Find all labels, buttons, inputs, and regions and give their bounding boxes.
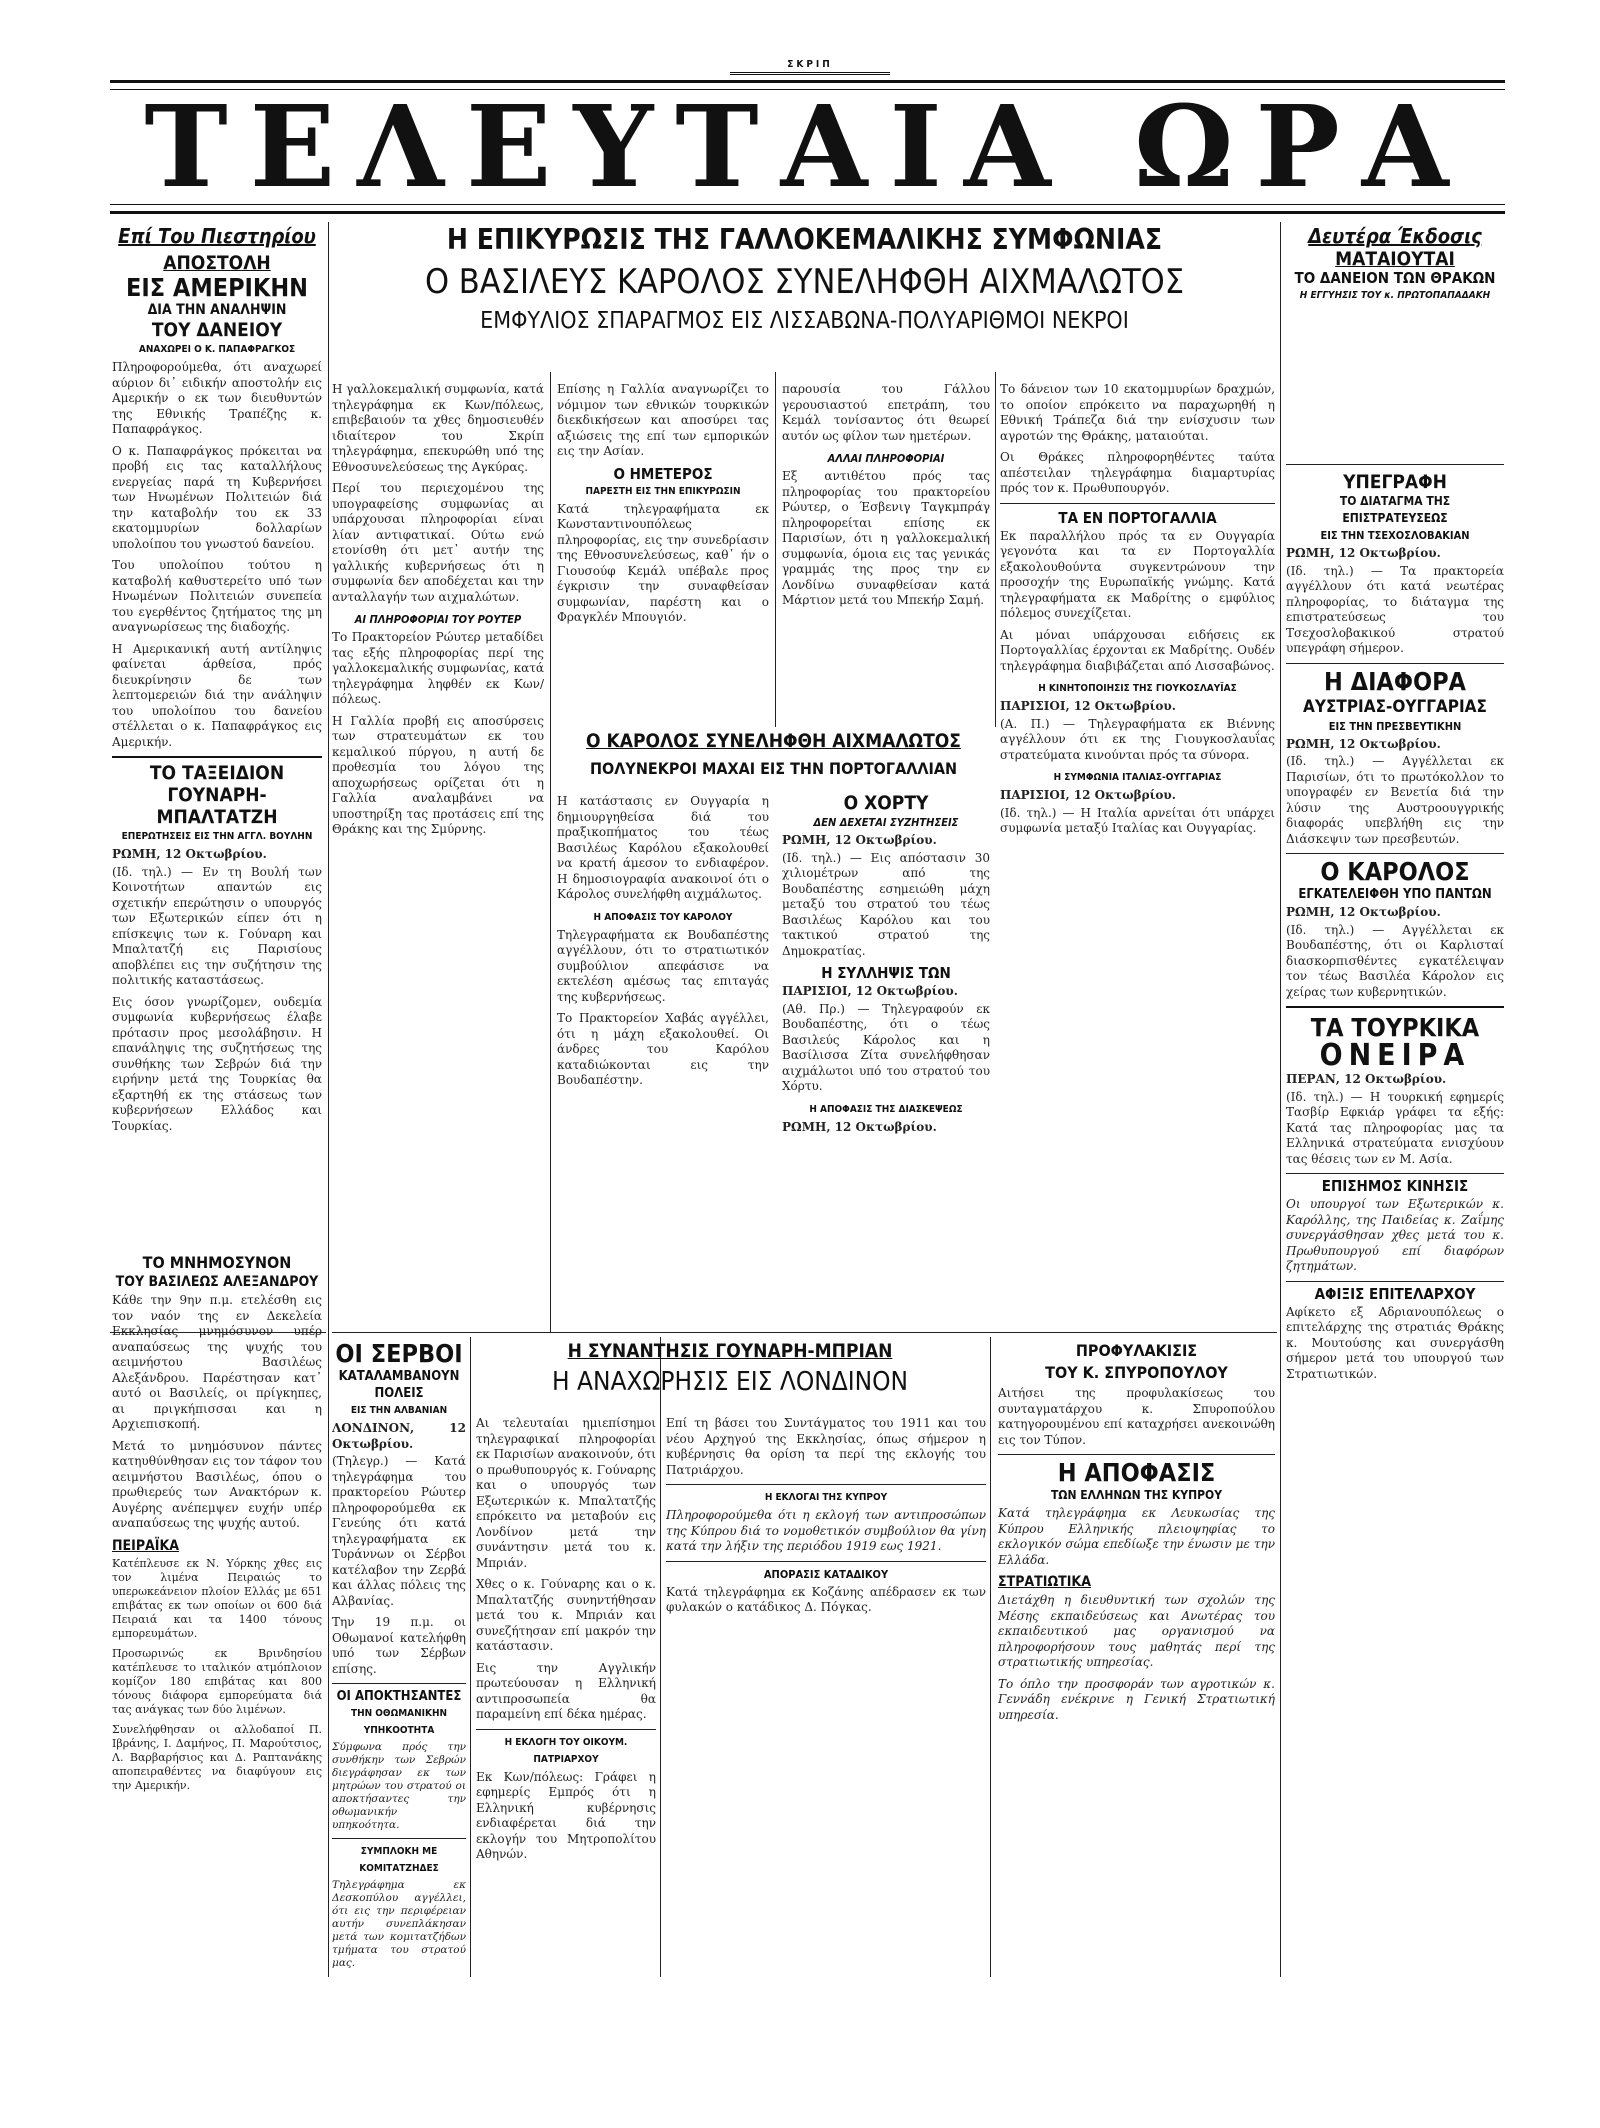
article-subhead: ΤΩΝ ΕΛΛΗΝΩΝ ΤΗΣ ΚΥΠΡΟΥ	[1050, 1488, 1223, 1502]
article-paragraph: Εξ αντιθέτου πρός τας πληροφορίας του πρακτορείου Ρώυτερ, ο Έσβενιγ Ταγκμπράγ πληροφορείται επίσης εκ Παρισίων, ότι η γαλλοκεμαλική συμφωνία, όμοια εις τας γενικάς γραμμάς της προς την εν Λονδίνω συναφθείσαν κατά Μάρτιον μετά του Μπεκήρ Σαμή.	[782, 469, 990, 607]
col6-headline: ΜΑΤΑΙΟΥΤΑΙ	[1335, 248, 1455, 270]
col1-dateline	[112, 847, 322, 863]
article-headline: ΟΙ ΣΕΡΒΟΙ	[335, 1340, 463, 1368]
column-rule	[550, 372, 551, 1332]
col6-headline: ΑΦΙΞΙΣ ΕΠΙΤΕΛΑΡΧΟΥ	[1286, 1281, 1504, 1303]
col6-subhead: ΑΥΣΤΡΙΑΣ-ΟΥΓΓΑΡΙΑΣ	[1303, 696, 1487, 717]
article-paragraph: Κατά τηλεγράφημα εκ Κοζάνης απέδρασεν εκ των φυλακών ο κατάδικος Δ. Πόγκας.	[666, 1584, 986, 1614]
column-rule	[470, 1337, 471, 1977]
article-paragraph: Τηλεγράφημα εκ Δεσκοπύλου αγγέλλει, ότι εις την περιφέρειαν αυτήν συνεπλάκησαν μετά των κομιτατζήδων τμήματα του στρατού μας.	[332, 1879, 466, 1969]
col1-paragraph: Του υπολοίπου τούτου η καταβολή καθυστερείτο υπό των Ηνωμένων Πολιτειών συνεπεία του εγερθέντος ζητήματος της μη αναγνωρίσεως της διαδοχής.	[112, 558, 322, 634]
article-paragraph: Πληροφορούμεθα ότι η εκλογή των αντιπροσώπων της Κύπρου διά το νομοθετικόν συμβούλιον θα γίνη κατά την λήξιν της περιόδου 1919 εως 1921.	[666, 1508, 986, 1553]
dateline-text: ΡΩΜΗ, 12 Οκτωβρίου.	[1286, 546, 1441, 560]
col1-paragraph: Κάθε την 9ην π.μ. ετελέσθη εις τον ναόν της εν Δεκελεία Εκκλησίας μνημόσυνον υπέρ αναπαύσεως της ψυχής του αειμνήστου Βασιλέως Αλεξάνδρου. Παρέστησαν κατ᾽ αυτό οι Βασιλείς, οι πρίγκηπες, αι πριγκήπισσαι και η Αρχιεπισκοπή.	[112, 1293, 322, 1431]
article-headline: Ο ΚΑΡΟΛΟΣ ΣΥΝΕΛΗΦΘΗ ΑΙΧΜΑΛΩΤΟΣ	[586, 730, 961, 752]
dateline-text: ΠΕΡΑΝ, 12 Οκτωβρίου.	[1286, 1072, 1447, 1086]
col6-dateline	[1286, 1072, 1504, 1088]
col1-subhead: ΤΟΥ ΒΑΣΙΛΕΩΣ ΑΛΕΞΑΝΔΡΟΥ	[115, 1274, 319, 1290]
col1-kicker: Επί Του Πιεστηρίου	[118, 224, 316, 248]
article-paragraph: (Τηλεγρ.) — Κατά τηλεγράφημα του πρακτορείου Ρώυτερ πληροφορούμεθα εκ Γενεύης ότι κατά τηλεγραφήματα εκ Τυράννων οι Σέρβοι κατέλαβον την Ζερβά και άλλας πόλεις της Αλβανίας.	[332, 1454, 466, 1608]
bottom-column-g1	[476, 1414, 656, 1970]
center-column-a	[332, 380, 544, 1325]
article-paragraph: Το Πρακτορείον Χαβάς αγγέλλει, ότι η μάχη εξακολουθεί. Οι άνδρες του Καρόλου καταδιώκονται εις την Βουδαπέστην.	[557, 1011, 769, 1087]
dateline-text: ΠΑΡΙΣΙΟΙ, 12 Οκτωβρίου.	[1000, 788, 1176, 802]
article-subhead: ΚΑΤΑΛΑΜΒΑΝΟΥΝ ΠΟΛΕΙΣ	[338, 1369, 460, 1401]
col6-paragraph: (Ιδ. τηλ.) — Αγγέλλεται εκ Βουδαπέστης, ότι οι Καρλισταί διασκορπισθέντες εγκατέλειψαν τον τέως Βασιλέα Κάρολον εις χείρας των κυβερνητικών.	[1286, 922, 1504, 999]
col1-subhead: ΤΟΥ ΔΑΝΕΙΟΥ	[151, 319, 283, 341]
col6-headline: ΕΠΙΣΗΜΟΣ ΚΙΝΗΣΙΣ	[1286, 1173, 1504, 1195]
col6-headline: Η ΔΙΑΦΟΡΑ	[1286, 663, 1504, 696]
article-paragraph: Την 19 π.μ. οι Οθωμανοί κατελήφθη υπό των Σέρβων επίσης.	[332, 1615, 466, 1676]
col6-subhead: ΤΟ ΔΙΑΤΑΓΜΑ ΤΗΣ ΕΠΙΣΤΡΑΤΕΥΣΕΩΣ	[1339, 494, 1451, 525]
dateline-text: ΠΑΡΙΣΙΟΙ, 12 Οκτωβρίου.	[782, 984, 958, 998]
center-subhead: ΕΜΦΥΛΙΟΣ ΣΠΑΡΑΓΜΟΣ ΕΙΣ ΛΙΣΣΑΒΩΝΑ-ΠΟΛΥΑΡΙΘΜΟΙ ΝΕΚΡΟΙ	[480, 308, 1129, 334]
article-dateline	[782, 984, 990, 1000]
column-rule	[995, 372, 996, 727]
article-paragraph: Η Γαλλία προβή εις αποσύρσεις των στρατευμάτων εκ του κεμαλικού πύργου, η αυτή δε προθεσμία του λόγου της αποχωρήσεως ορίζεται ότι η Γαλλία αναλαμβάνει να υποστηρίξη τας προτάσεις επί της Θράκης και της Σμύρνης.	[332, 713, 544, 836]
newspaper-page	[110, 59, 1505, 1977]
col6-subhead: ΕΙΣ ΤΗΝ ΤΣΕΧΟΣΛΟΒΑΚΙΑΝ	[1320, 529, 1470, 542]
col6-paragraph: (Ιδ. τηλ.) — Η τουρκική εφημερίς Τασβίρ Εφκιάρ γράφει τα εξής: Κατά τας πληροφορίας μας τα Ελληνικά στρατεύματα ενισχύουν τας θέσεις των εν Μ. Ασία.	[1286, 1089, 1504, 1166]
col1-paragraph: Μετά το μνημόσυνον πάντες κατηυθύνθησαν εις τον τάφον του αειμνήστου Βασιλέως, όπου ο πρωθιερεύς των Ανακτόρων κ. Αυγέρης ανέπεμψεν ευχήν υπέρ αναπαύσεως της ψυχής αυτού.	[112, 1438, 322, 1530]
article-paragraph: Τηλεγραφήματα εκ Βουδαπέστης αγγέλλουν, ότι το στρατιωτικόν συμβούλιον απεφάσισε να εκτελέση αμέσως τας επιταγάς της κυβερνήσεως.	[557, 927, 769, 1004]
article-paragraph: Το Πρακτορείον Ρώυτερ μεταδίδει τας εξής πληροφορίας περί της γαλλοκεμαλικής συμφωνίας, κατά τηλεγράφημα ληφθέν εκ Κων/πόλεως.	[332, 630, 544, 706]
dateline-text: ΡΩΜΗ, 12 Οκτωβρίου.	[1286, 736, 1441, 751]
article-paragraph: Διετάχθη η διευθυντική των σχολών της Μέσης εκπαιδεύσεως και Ανωτέρας του εκπαιδευτικού μας οργανισμού να πληροφορήσουν τους μαθητάς περί της στρατιωτικής υπηρεσίας.	[998, 1593, 1275, 1669]
article-subhead: ΕΙΣ ΤΗΝ ΑΛΒΑΝΙΑΝ	[350, 1405, 448, 1416]
article-paragraph: Χθες ο κ. Γούναρης και ο κ. Μπαλτατζής συνηντήθησαν μετά του κ. Μπριάν και συνεζήτησαν επί μακρόν την κατάστασιν.	[476, 1577, 656, 1653]
dateline-text: ΡΩΜΗ, 12 Οκτωβρίου.	[1286, 905, 1441, 919]
bottom-headline-gounaris	[476, 1340, 984, 1412]
bottom-column-serbs	[332, 1340, 466, 1970]
dateline-text: ΡΩΜΗ, 12 Οκτωβρίου.	[112, 847, 267, 861]
col6-subhead: ΤΟ ΔΑΝΕΙΟΝ ΤΩΝ ΘΡΑΚΩΝ	[1294, 269, 1496, 287]
article-headline: Ο ΗΜΕΤΕΡΟΣ	[613, 464, 713, 483]
col6-subhead: ΕΓΚΑΤΕΛΕΙΦΘΗ ΥΠΟ ΠΑΝΤΩΝ	[1298, 887, 1492, 902]
dateline-text: ΡΩΜΗ, 12 Οκτωβρίου.	[782, 1119, 937, 1134]
article-paragraph: (Ιδ. τηλ.) — Εις απόστασιν 30 χιλιομέτρων από της Βουδαπέστης εσημειώθη μάχη μεταξύ του στρατού του τέως Βασιλέως Καρόλου και του τακτικού στρατού της Δημοκρατίας.	[782, 850, 990, 958]
article-paragraph: Η γαλλοκεμαλική συμφωνία, κατά τηλεγράφημα εκ Κων/πόλεως, επιβεβαιούν τα χθες δημοσιευθέν ιδιαίτερον του Σκρίπ τηλεγράφημα, επεκυρώθη υπό της Εθνοσυνελεύσεως της Αγκύρας.	[332, 382, 544, 474]
article-headline: Η ΣΥΛΛΗΨΙΣ ΤΩΝ	[821, 964, 951, 982]
masthead-top-label: ΣΚΡΙΠ	[787, 59, 833, 70]
col1-headline: ΕΙΣ ΑΜΕΡΙΚΗΝ	[125, 273, 308, 302]
column-right	[1286, 224, 1504, 1969]
article-dateline	[782, 1120, 990, 1136]
col1-byline: ΑΝΑΧΩΡΕΙ Ο Κ. ΠΑΠΑΦΡΑΓΚΟΣ	[138, 344, 296, 355]
center-kicker: Η ΕΠΙΚΥΡΩΣΙΣ ΤΗΣ ΓΑΛΛΟΚΕΜΑΛΙΚΗΣ ΣΥΜΦΩΝΙΑΣ	[446, 224, 1163, 256]
col6-headline: ΤΑ ΤΟΥΡΚΙΚΑ	[1286, 1006, 1504, 1042]
article-paragraph: Αι μόναι υπάρχουσαι ειδήσεις εκ Πορτογαλλίας έρχονται εκ Μαδρίτης. Ουδέν τηλεγράφημα διαβιβάζεται από Λισσαβώνος.	[1000, 627, 1275, 673]
column-rule	[328, 222, 329, 1977]
article-subhead: ΠΟΛΥΝΕΚΡΟΙ ΜΑΧΑΙ ΕΙΣ ΤΗΝ ΠΟΡΤΟΓΑΛΛΙΑΝ	[589, 759, 958, 778]
col6-dateline	[1286, 546, 1504, 562]
article-subhead: ΤΟΥ Κ. ΣΠΥΡΟΠΟΥΛΟΥ	[1045, 1363, 1228, 1382]
article-kicker: ΣΤΡΑΤΙΩΤΙΚΑ	[998, 1574, 1091, 1590]
col1-kicker: ΠΕΙΡΑΪΚΑ	[112, 1537, 179, 1554]
article-headline: Ο ΧΟΡΤΥ	[843, 792, 929, 814]
col6-kicker: Δευτέρα Έκδοσις	[1308, 224, 1482, 248]
article-kicker: Η ΣΥΜΦΩΝΙΑ ΙΤΑΛΙΑΣ-ΟΥΓΓΑΡΙΑΣ	[1053, 772, 1222, 783]
article-paragraph: Σύμφωνα πρός την συνθήκην των Σεβρών διεγράφησαν εκ των μητρώων του στρατού οι αποκτήσαντες την οθωμανικήν υπηκοότητα.	[332, 1741, 466, 1831]
col1-paragraph: Η Αμερικανική αυτή αντίληψις φαίνεται άρθείσα, πρός διευκρίνησιν δε των λεπτομερειών διά την ανάληψιν του υπολοίπου του δανείου στέλλεται ο κ. Παπαφράγκος εις Αμερικήν.	[112, 641, 322, 749]
col6-subhead: Η ΕΓΓΥΗΣΙΣ ΤΟΥ κ. ΠΡΩΤΟΠΑΠΑΔΑΚΗ	[1299, 290, 1491, 301]
dateline-text: ΛΟΝΔΙΝΟΝ, 12 Οκτωβρίου.	[332, 1421, 466, 1451]
article-paragraph: Οι Θράκες πληροφορηθέντες ταύτα απέστειλαν τηλεγράφημα διαμαρτυρίας πρός τον κ. Πρωθυπουργόν.	[1000, 450, 1275, 495]
article-headline: Η ΑΝΑΧΩΡΗΣΙΣ ΕΙΣ ΛΟΝΔΙΝΟΝ	[551, 1367, 909, 1397]
article-dateline	[1000, 788, 1275, 804]
col1-headline: ΤΟ ΜΝΗΜΟΣΥΝΟΝ	[142, 1253, 292, 1272]
col6-paragraph: Οι υπουργοί των Εξωτερικών κ. Καρόλλης, της Παιδείας κ. Ζαΐμης συνεργάσθησαν χθες μετά του κ. Πρωθυπουργού επί διαφόρων ζητημάτων.	[1286, 1197, 1504, 1273]
article-headline: ΣΥΜΠΛΟΚΗ ΜΕ ΚΟΜΙΤΑΤΖΗΔΕΣ	[332, 1838, 466, 1877]
center-column-c	[782, 380, 990, 725]
article-kicker: Η ΑΠΟΦΑΣΙΣ ΤΟΥ ΚΑΡΟΛΟΥ	[593, 911, 733, 923]
article-headline: Η ΣΥΝΑΝΤΗΣΙΣ ΓΟΥΝΑΡΗ-ΜΠΡΙΑΝ	[567, 1340, 893, 1362]
article-subhead: ΤΗΝ ΟΘΩΜΑΝΙΚΗΝ ΥΠΗΚΟΟΤΗΤΑ	[350, 1708, 448, 1736]
article-headline: ΤΑ ΕΝ ΠΟΡΤΟΓΑΛΛΙΑ	[1000, 503, 1275, 527]
article-headline: ΟΙ ΑΠΟΚΤΗΣΑΝΤΕΣ	[332, 1683, 466, 1705]
bottom-column-g2	[666, 1414, 986, 1970]
article-kicker: Η ΚΙΝΗΤΟΠΟΙΗΣΙΣ ΤΗΣ ΓΙΟΥΚΟΣΛΑΥΪΑΣ	[1038, 683, 1237, 694]
col6-paragraph: Αφίκετο εξ Αδριανουπόλεως ο επιτελάρχης της στρατιάς Θράκης κ. Μουτούσης και συνεργάσθη σήμερον μετά του υπουργού των Στρατιωτικών.	[1286, 1304, 1504, 1381]
column-five	[1000, 380, 1275, 1325]
section-rule	[332, 1332, 1277, 1333]
col1-subhead: ΕΠΕΡΩΤΗΣΕΙΣ ΕΙΣ ΤΗΝ ΑΓΓΛ. ΒΟΥΛΗΝ	[121, 831, 313, 842]
article-paragraph: Εκ παραλλήλου πρός τα εν Ουγγαρία γεγονότα και τα εν Πορτογαλλία εξακολουθούντα συγκεντρώνουν την προσοχήν της Ευρωπαϊκής γνώμης. Κατά τηλεγραφήματα εκ Μαδρίτης ο εμφύλιος πόλεμος συνεχίζεται.	[1000, 528, 1275, 620]
center-column-b	[557, 380, 769, 725]
center-headlines	[332, 224, 1277, 374]
article-kicker: ΑΙ ΠΛΗΡΟΦΟΡΙΑΙ ΤΟΥ ΡΟΥΤΕΡ	[354, 613, 522, 626]
center-mid-headlines	[557, 730, 990, 788]
column-rule	[1280, 222, 1281, 1977]
article-headline: ΑΠΟΡΑΣΙΣ ΚΑΤΑΔΙΚΟΥ	[666, 1561, 986, 1583]
col1-subhead: ΔΙΑ ΤΗΝ ΑΝΑΛΗΨΙΝ	[147, 302, 287, 318]
col1-headline: ΤΟ ΤΑΞΕΙΔΙΟΝ	[112, 756, 322, 784]
dateline-text: ΡΩΜΗ, 12 Οκτωβρίου.	[782, 833, 937, 847]
article-paragraph: Κατά τηλεγράφημα εκ Λευκωσίας της Κύπρου Ελληνικής πλειοψηφίας το εκλογικόν σώμα επεδίωξε την ένωσιν με την Ελλάδα.	[998, 1506, 1275, 1567]
masthead	[110, 80, 1505, 214]
col1-paragraph: Ο κ. Παπαφράγκος πρόκειται να προβή εις τας καταλλήλους ενεργείας παρά τη Κυβερνήσει των Ηνωμένων Πολιτειών διά την καταβολήν του εκ 33 εκατομμυρίων δολλαρίων υπολοίπου του γνωστού δανείου.	[112, 443, 322, 551]
column-rule	[660, 1337, 661, 1977]
col1-headline: ΑΠΟΣΤΟΛΗ	[163, 252, 271, 274]
article-paragraph: Περί του περιεχομένου της υπογραφείσης συμφωνίας αι υπάρχουσαι πληροφορίαι είναι λίαν αντιφατικαί. Ούτω ενώ ετονίσθη ότι μετ᾽ αυτήν της γαλλικής κυβερνήσεως ότι η συμφωνία δεν αποδέχεται και την ανταλλαγήν των αιχμαλώτων.	[332, 481, 544, 604]
article-kicker: Η ΑΠΟΦΑΣΙΣ ΤΗΣ ΔΙΑΣΚΕΨΕΩΣ	[809, 1103, 963, 1115]
center-column-d	[557, 792, 769, 1327]
col1-paragraph: Προσωρινώς εκ Βρινδησίου κατέπλευσε το ιταλικόν ατμόπλοιον κομίζον 180 επιβάτας και 800 τόνους διάφορα εμπορεύματα διά τας ανάγκας των δύο λιμένων.	[112, 1646, 322, 1716]
article-paragraph: Αιτήσει της προφυλακίσεως του συνταγματάρχου κ. Σπυροπούλου κατηγορουμένου επί καταχρήσει ανεκοινώθη εις τον Τύπον.	[998, 1386, 1275, 1447]
article-paragraph: Εκ Κων/πόλεως: Γράφει η εφημερίς Εμπρός ότι η Ελληνική κυβέρνησις ενδιαφέρεται διά την εκλογήν του Μητροπολίτου Αθηνών.	[476, 1769, 656, 1861]
article-subhead: ΔΕΝ ΔΕΧΕΤΑΙ ΣΥΖΗΤΗΣΕΙΣ	[813, 816, 959, 829]
col6-dateline	[1286, 737, 1504, 753]
article-kicker: ΑΛΛΑΙ ΠΛΗΡΟΦΟΡΙΑΙ	[827, 452, 945, 465]
article-paragraph: Εις την Αγγλικήν πρωτεύουσαν η Ελληνική αντιπροσωπεία θα παραμείνη επί δέκα ημέρας.	[476, 1660, 656, 1721]
article-paragraph: (Α. Π.) — Τηλεγραφήματα εκ Βιέννης αγγέλλουν ότι εκ της Γιουγκοσλαυΐας στρατεύματα κινούνται πρός τα σύνορα.	[1000, 716, 1275, 762]
col1-headline: ΓΟΥΝΑΡΗ-ΜΠΑΛΤΑΤΖΗ	[156, 784, 278, 828]
col6-dateline	[1286, 905, 1504, 921]
column-rule	[990, 1337, 991, 1977]
article-dateline	[782, 833, 990, 849]
article-paragraph: Το όπλο την προσφοράν των αγροτικών κ. Γεννάδη ενέκρινε η Γενική Στρατιωτική υπηρεσία.	[998, 1676, 1275, 1722]
col1-paragraph: Εις όσον γνωρίζομεν, ουδεμία συμφωνία κυβερνήσεως έλαβε πρότασιν προς μεσολάβησιν. Η επανάληψις της συζητήσεως της συνθήκης των Σεβρών διά την ειρήνην μετά της Τουρκίας θα εξαρτηθή εκ της στάσεως των κυβερνήσεων Ελλάδος και Τουρκίας.	[112, 994, 322, 1133]
column-left	[112, 224, 322, 1969]
article-paragraph: Κατά τηλεγραφήματα εκ Κωνσταντινουπόλεως πληροφορίας, εις την συνεδρίασιν της Εθνοσυνελεύσεως, καθ᾽ ήν ο Γιουσούφ Κεμάλ υπέβαλε προς έγκρισιν την συναφθείσαν συμφωνίαν, παρέστη και ο Φραγκλέν Μπουγιόν.	[557, 501, 769, 624]
article-headline: Η ΑΠΟΦΑΣΙΣ	[998, 1454, 1275, 1487]
col6-paragraph: (Ιδ. τηλ.) — Αγγέλλεται εκ Παρισίων, ότι το πρωτόκολλον το υπογραφέν εν Βενετία διά την λύσιν της Αυστροουγγρικής διαφοράς υπεβλήθη εις την Διάσκεψιν των πρεσβευτών.	[1286, 754, 1504, 846]
article-paragraph: Επί τη βάσει του Συντάγματος του 1911 και του νέου Αρχηγού της Εκκλησίας, όπως σήμερον η κυβέρνησις θα ορίση τα περί της εκλογής του Πατριάρχου.	[666, 1416, 986, 1477]
col1-paragraph: Συνελήφθησαν οι αλλοδαποί Π. Ιβράνης, Ι. Δαμήνος, Π. Μαρούτσιος, Λ. Βαρβαρήσιος και Δ. Ραπτανάκης αποπειραθέντες να διαφύγουν εις την Αμερικήν.	[112, 1722, 322, 1792]
center-headline: Ο ΒΑΣΙΛΕΥΣ ΚΑΡΟΛΟΣ ΣΥΝΕΛΗΦΘΗ ΑΙΧΜΑΛΩΤΟΣ	[424, 262, 1185, 302]
col1-paragraph: (Ιδ. τηλ.) — Εν τη Βουλή των Κοινοτήτων απαντών εις σχετικήν επερώτησιν ο υπουργός των Εξωτερικών είπεν ότι η επίσκεψις των κ. Γούναρη και Μπαλτατζή εις Παρισίους αποβλέπει εις την συζήτησιν της πολιτικής καταστάσεως.	[112, 864, 322, 987]
bottom-column-cyprus	[998, 1340, 1275, 1970]
article-paragraph: (Ιδ. τηλ.) — Η Ιταλία αρνείται ότι υπάρχει συμφωνία μεταξύ Ιταλίας και Ουγγαρίας.	[1000, 805, 1275, 835]
article-paragraph: παρουσία του Γάλλου γερουσιαστού επετράπη, του Κεμάλ τονίσαντος ότι θεωρεί αυτόν ως φίλον των ημετέρων.	[782, 382, 990, 443]
col6-headline: ΥΠΕΓΡΑΦΗ	[1286, 464, 1504, 493]
article-paragraph: Η κατάστασις εν Ουγγαρία η δημιουργηθείσα διά του πραξικοπήματος του τέως Βασιλέως Καρόλου εξακολουθεί να κρατή άμεσον το ενδιαφέρον. Η δημοσιογραφία ανακοινοί ότι ο Κάρολος συνελήφθη αιχμάλωτος.	[557, 794, 769, 901]
dateline-text: ΠΑΡΙΣΙΟΙ, 12 Οκτωβρίου.	[1000, 699, 1176, 713]
article-paragraph: Το δάνειον των 10 εκατομμυρίων δραχμών, το οποίον επρόκειτο να παραχωρηθή η Εθνική Τράπεζα διά την ενίσχυσιν των αγροτών της Θράκης, ματαιούται.	[1000, 382, 1275, 443]
article-headline: Η ΕΚΛΟΓΗ ΤΟΥ ΟΙΚΟΥΜ. ΠΑΤΡΙΑΡΧΟΥ	[476, 1729, 656, 1768]
column-rule	[775, 372, 776, 727]
article-dateline	[332, 1421, 466, 1452]
col6-headline: Ο ΚΑΡΟΛΟΣ	[1286, 853, 1504, 886]
article-subhead: ΠΑΡΕΣΤΗ ΕΙΣ ΤΗΝ ΕΠΙΚΥΡΩΣΙΝ	[585, 485, 741, 497]
col6-paragraph: (Ιδ. τηλ.) — Τα πρακτορεία αγγέλλουν ότι κατά νεωτέρας πληροφορίας, το διάταγμα της επιστρατεύσεως του Τσεχοσλοβακικού στρατού υπεγράφη σήμερον.	[1286, 563, 1504, 655]
masthead-title: ΤΕΛΕΥΤΑΙΑ ΩΡΑ	[144, 82, 1471, 213]
col1-paragraph: Πληροφορούμεθα, ότι αναχωρεί αύριον δι᾽ ειδικήν αποστολήν εις Αμερικήν ο εκ των διευθυντών της Εθνικής Τραπέζης κ. Παπαφράγκος.	[112, 360, 322, 436]
col6-headline: ΟΝΕΙΡΑ	[1319, 1038, 1471, 1073]
col6-subhead: ΕΙΣ ΤΗΝ ΠΡΕΣΒΕΥΤΙΚΗΝ	[1328, 719, 1462, 733]
article-paragraph: Αι τελευταίαι ημιεπίσημοι τηλεγραφικαί πληροφορίαι εκ Παρισίων ανακοινούν, ότι ο πρωθυπουργός κ. Γούναρης και ο υπουργός των Εξωτερικών κ. Μπαλτατζής επρόκειτο να μεταβούν εις Λονδίνον μετά την συνάντησιν μετά του κ. Μπριάν.	[476, 1416, 656, 1570]
article-paragraph: Επίσης η Γαλλία αναγνωρίζει το νόμιμον των εθνικών τουρκικών διεκδικήσεων και αποσύρει τας αξιώσεις της επί των εμπορικών εις την Ασίαν.	[557, 382, 769, 458]
col1-paragraph: Κατέπλευσε εκ Ν. Υόρκης χθες εις τον λιμένα Πειραιώς το υπερωκεάνειον πλοίον Ελλάς με 651 επιβάτας εκ των οποίων οι 600 διά Πειραιά και τα 1400 τόνους εμπορευμάτων.	[112, 1556, 322, 1640]
article-dateline	[1000, 699, 1275, 715]
article-paragraph: (Αθ. Πρ.) — Τηλεγραφούν εκ Βουδαπέστης, ότι ο τέως Βασιλεύς Κάρολος και η Βασίλισσα Ζίτα συνελήφθησαν αιχμάλωτοι υπό του στρατού του Χόρτυ.	[782, 1001, 990, 1093]
center-column-e	[782, 792, 990, 1327]
article-headline: ΠΡΟΦΥΛΑΚΙΣΙΣ	[1075, 1341, 1198, 1360]
article-headline: Η ΕΚΛΟΓΑΙ ΤΗΣ ΚΥΠΡΟΥ	[666, 1484, 986, 1506]
